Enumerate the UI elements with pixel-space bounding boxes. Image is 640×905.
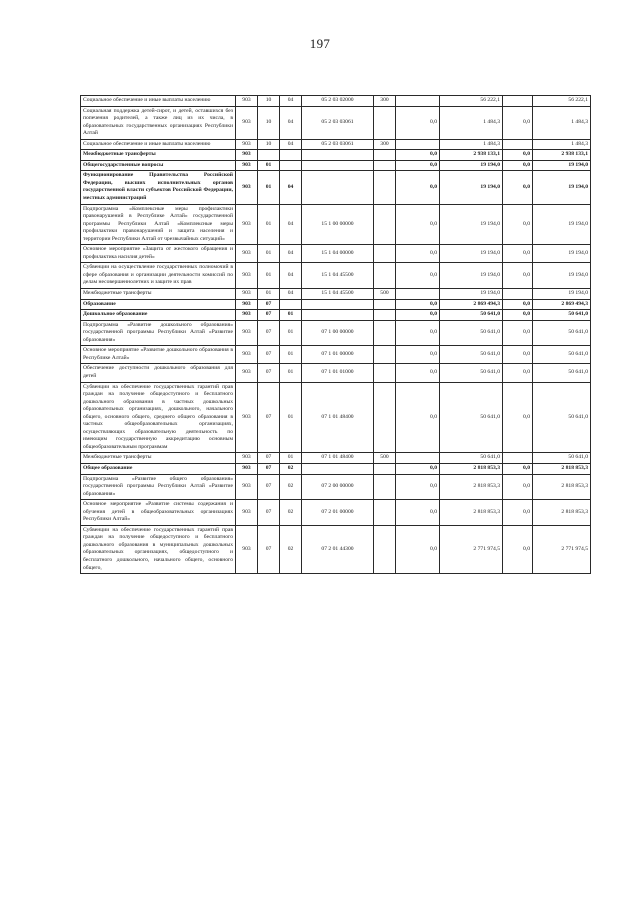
cell-amount-1: 0,0 bbox=[396, 150, 440, 161]
cell-admin-code: 903 bbox=[236, 299, 258, 310]
cell-amount-4: 19 194,0 bbox=[533, 160, 591, 171]
cell-subsection-code: 01 bbox=[280, 453, 302, 464]
cell-subsection-code: 01 bbox=[280, 320, 302, 346]
cell-amount-1: 0,0 bbox=[396, 204, 440, 245]
table-row bbox=[81, 106, 591, 139]
cell-amount-4: 1 484,3 bbox=[533, 139, 591, 150]
cell-amount-4: 2 818 853,3 bbox=[533, 500, 591, 526]
cell-section-code: 07 bbox=[258, 463, 280, 474]
cell-expense-type bbox=[374, 364, 396, 382]
cell-expense-type bbox=[374, 320, 396, 346]
cell-amount-3: 0,0 bbox=[503, 525, 533, 573]
cell-section-code: 07 bbox=[258, 382, 280, 453]
cell-subsection-code: 04 bbox=[280, 106, 302, 139]
cell-subsection-code: 01 bbox=[280, 364, 302, 382]
cell-name: Дошкольное образование bbox=[81, 310, 236, 321]
cell-amount-2: 19 194,0 bbox=[440, 171, 503, 204]
cell-amount-3 bbox=[503, 289, 533, 300]
cell-amount-3: 0,0 bbox=[503, 346, 533, 364]
cell-amount-4: 2 869 494,3 bbox=[533, 299, 591, 310]
cell-subsection-code: 04 bbox=[280, 171, 302, 204]
cell-name: Субвенции на осуществление государственных полномочий в сфере образования и организации деятельности комиссий по делам несовершеннолетних и защите их прав bbox=[81, 263, 236, 289]
cell-amount-3: 0,0 bbox=[503, 150, 533, 161]
cell-expense-type bbox=[374, 150, 396, 161]
cell-section-code: 07 bbox=[258, 500, 280, 526]
cell-admin-code: 903 bbox=[236, 474, 258, 500]
cell-expense-type: 500 bbox=[374, 453, 396, 464]
cell-amount-1 bbox=[396, 453, 440, 464]
cell-amount-4: 1 484,3 bbox=[533, 106, 591, 139]
cell-target-article bbox=[302, 171, 374, 204]
cell-name: Образование bbox=[81, 299, 236, 310]
cell-name: Межбюджетные трансферты bbox=[81, 453, 236, 464]
cell-target-article: 07 1 01 48400 bbox=[302, 382, 374, 453]
cell-name: Субвенции на обеспечение государственных гарантий прав граждан на получение общедоступного и бесплатного дошкольного образования в муниципальных дошкольных образовательных организациях, общедоступного и бесплатного дошкольного, начального общего, основного общего, bbox=[81, 525, 236, 573]
cell-amount-2: 2 818 853,3 bbox=[440, 500, 503, 526]
cell-amount-3: 0,0 bbox=[503, 245, 533, 263]
cell-amount-2: 1 484,3 bbox=[440, 139, 503, 150]
cell-admin-code: 903 bbox=[236, 171, 258, 204]
cell-amount-3: 0,0 bbox=[503, 204, 533, 245]
cell-target-article bbox=[302, 463, 374, 474]
cell-subsection-code: 02 bbox=[280, 500, 302, 526]
cell-section-code: 07 bbox=[258, 364, 280, 382]
cell-subsection-code: 04 bbox=[280, 289, 302, 300]
cell-admin-code: 903 bbox=[236, 96, 258, 107]
cell-section-code bbox=[258, 150, 280, 161]
cell-name: Межбюджетные трансферты bbox=[81, 150, 236, 161]
cell-expense-type bbox=[374, 171, 396, 204]
cell-section-code: 01 bbox=[258, 171, 280, 204]
cell-name: Общее образование bbox=[81, 463, 236, 474]
cell-amount-3: 0,0 bbox=[503, 160, 533, 171]
cell-admin-code: 903 bbox=[236, 160, 258, 171]
table-row bbox=[81, 96, 591, 107]
cell-section-code: 01 bbox=[258, 289, 280, 300]
table-row bbox=[81, 299, 591, 310]
cell-amount-2: 19 194,0 bbox=[440, 245, 503, 263]
cell-amount-3 bbox=[503, 96, 533, 107]
cell-amount-1 bbox=[396, 139, 440, 150]
cell-subsection-code: 04 bbox=[280, 204, 302, 245]
cell-expense-type bbox=[374, 463, 396, 474]
cell-amount-2: 2 771 974,5 bbox=[440, 525, 503, 573]
cell-target-article: 15 1 04 45500 bbox=[302, 289, 374, 300]
cell-subsection-code: 04 bbox=[280, 139, 302, 150]
cell-amount-1: 0,0 bbox=[396, 160, 440, 171]
cell-name: Подпрограмма «Развитие дошкольного образования» государственной программы Республики Алтай «Развитие образования» bbox=[81, 320, 236, 346]
cell-amount-3: 0,0 bbox=[503, 299, 533, 310]
cell-admin-code: 903 bbox=[236, 525, 258, 573]
cell-amount-1 bbox=[396, 96, 440, 107]
cell-subsection-code: 02 bbox=[280, 474, 302, 500]
cell-amount-2: 2 818 853,3 bbox=[440, 463, 503, 474]
cell-amount-1: 0,0 bbox=[396, 463, 440, 474]
cell-name: Функционирование Правительства Российской Федерации, высших исполнительных органов государственной власти субъектов Российской Федерации, местных администраций bbox=[81, 171, 236, 204]
table-row bbox=[81, 525, 591, 573]
cell-amount-1: 0,0 bbox=[396, 346, 440, 364]
cell-amount-1: 0,0 bbox=[396, 171, 440, 204]
cell-amount-2: 50 641,0 bbox=[440, 320, 503, 346]
cell-expense-type bbox=[374, 382, 396, 453]
cell-admin-code: 903 bbox=[236, 106, 258, 139]
cell-amount-2: 1 484,3 bbox=[440, 106, 503, 139]
cell-amount-2: 56 222,1 bbox=[440, 96, 503, 107]
cell-name: Основное мероприятие «Развитие дошкольного образования в Республике Алтай» bbox=[81, 346, 236, 364]
cell-name: Основное мероприятие «Защита от жестокого обращения и профилактика насилия детей» bbox=[81, 245, 236, 263]
cell-admin-code: 903 bbox=[236, 500, 258, 526]
cell-target-article: 07 1 00 00000 bbox=[302, 320, 374, 346]
cell-name: Социальное обеспечение и иные выплаты населению bbox=[81, 139, 236, 150]
cell-target-article: 07 1 01 48400 bbox=[302, 453, 374, 464]
cell-amount-4: 2 818 853,3 bbox=[533, 463, 591, 474]
cell-section-code: 10 bbox=[258, 96, 280, 107]
cell-target-article: 07 2 01 44300 bbox=[302, 525, 374, 573]
cell-target-article bbox=[302, 310, 374, 321]
table-row bbox=[81, 500, 591, 526]
cell-amount-2: 2 818 853,3 bbox=[440, 474, 503, 500]
table-row bbox=[81, 474, 591, 500]
table-row bbox=[81, 289, 591, 300]
table-row bbox=[81, 346, 591, 364]
cell-section-code: 10 bbox=[258, 106, 280, 139]
cell-amount-4: 19 194,0 bbox=[533, 263, 591, 289]
cell-amount-4: 50 641,0 bbox=[533, 310, 591, 321]
cell-amount-2: 50 641,0 bbox=[440, 453, 503, 464]
cell-admin-code: 903 bbox=[236, 453, 258, 464]
cell-expense-type: 300 bbox=[374, 139, 396, 150]
cell-admin-code: 903 bbox=[236, 245, 258, 263]
cell-amount-2: 2 869 494,3 bbox=[440, 299, 503, 310]
cell-amount-1: 0,0 bbox=[396, 263, 440, 289]
cell-subsection-code: 04 bbox=[280, 96, 302, 107]
cell-admin-code: 903 bbox=[236, 204, 258, 245]
cell-amount-1 bbox=[396, 289, 440, 300]
cell-section-code: 07 bbox=[258, 346, 280, 364]
cell-admin-code: 903 bbox=[236, 382, 258, 453]
cell-target-article bbox=[302, 299, 374, 310]
table-row bbox=[81, 453, 591, 464]
cell-target-article: 05 2 03 03061 bbox=[302, 106, 374, 139]
cell-subsection-code: 01 bbox=[280, 346, 302, 364]
cell-section-code: 01 bbox=[258, 204, 280, 245]
cell-amount-2: 50 641,0 bbox=[440, 310, 503, 321]
cell-target-article bbox=[302, 160, 374, 171]
table-row bbox=[81, 463, 591, 474]
cell-name: Основное мероприятие «Развитие системы содержания и обучения детей в общеобразовательных организациях Республики Алтай» bbox=[81, 500, 236, 526]
cell-section-code: 07 bbox=[258, 310, 280, 321]
cell-target-article: 07 1 01 01000 bbox=[302, 364, 374, 382]
cell-section-code: 01 bbox=[258, 245, 280, 263]
cell-admin-code: 903 bbox=[236, 263, 258, 289]
cell-name: Подпрограмма «Комплексные меры профилактики правонарушений в Республике Алтай» государственной программы Республики Алтай «Комплексные меры профилактики правонарушений и защита населения и территории Республики Алтай от чрезвычайных ситуаций» bbox=[81, 204, 236, 245]
table-body bbox=[81, 96, 591, 574]
cell-name: Межбюджетные трансферты bbox=[81, 289, 236, 300]
cell-section-code: 07 bbox=[258, 453, 280, 464]
cell-expense-type bbox=[374, 106, 396, 139]
table-row bbox=[81, 245, 591, 263]
cell-expense-type bbox=[374, 500, 396, 526]
cell-amount-4: 50 641,0 bbox=[533, 382, 591, 453]
cell-amount-2: 19 194,0 bbox=[440, 263, 503, 289]
cell-subsection-code bbox=[280, 160, 302, 171]
cell-subsection-code bbox=[280, 150, 302, 161]
table-row bbox=[81, 204, 591, 245]
table-row bbox=[81, 150, 591, 161]
cell-name: Подпрограмма «Развитие общего образования» государственной программы Республики Алтай «Развитие образования» bbox=[81, 474, 236, 500]
table-row bbox=[81, 160, 591, 171]
cell-amount-1: 0,0 bbox=[396, 299, 440, 310]
cell-amount-4: 19 194,0 bbox=[533, 245, 591, 263]
cell-expense-type: 500 bbox=[374, 289, 396, 300]
cell-target-article: 15 1 04 00000 bbox=[302, 245, 374, 263]
cell-admin-code: 903 bbox=[236, 139, 258, 150]
cell-admin-code: 903 bbox=[236, 289, 258, 300]
cell-amount-3: 0,0 bbox=[503, 474, 533, 500]
cell-expense-type: 300 bbox=[374, 96, 396, 107]
cell-amount-3: 0,0 bbox=[503, 263, 533, 289]
table-row bbox=[81, 263, 591, 289]
cell-amount-1: 0,0 bbox=[396, 364, 440, 382]
cell-amount-1: 0,0 bbox=[396, 382, 440, 453]
cell-expense-type bbox=[374, 263, 396, 289]
table-row bbox=[81, 310, 591, 321]
cell-amount-1: 0,0 bbox=[396, 310, 440, 321]
cell-amount-1: 0,0 bbox=[396, 500, 440, 526]
cell-target-article: 07 2 01 00000 bbox=[302, 500, 374, 526]
cell-amount-4: 56 222,1 bbox=[533, 96, 591, 107]
cell-amount-3: 0,0 bbox=[503, 382, 533, 453]
cell-admin-code: 903 bbox=[236, 364, 258, 382]
page-number: 197 bbox=[309, 36, 331, 51]
cell-amount-3 bbox=[503, 139, 533, 150]
cell-amount-4: 19 194,0 bbox=[533, 171, 591, 204]
cell-expense-type bbox=[374, 160, 396, 171]
cell-section-code: 01 bbox=[258, 160, 280, 171]
cell-target-article: 05 2 03 03061 bbox=[302, 139, 374, 150]
cell-section-code: 07 bbox=[258, 299, 280, 310]
cell-amount-4: 19 194,0 bbox=[533, 204, 591, 245]
cell-amount-3: 0,0 bbox=[503, 310, 533, 321]
cell-amount-2: 19 194,0 bbox=[440, 160, 503, 171]
table-row bbox=[81, 382, 591, 453]
cell-expense-type bbox=[374, 525, 396, 573]
cell-admin-code: 903 bbox=[236, 346, 258, 364]
cell-expense-type bbox=[374, 299, 396, 310]
cell-amount-4: 2 818 853,3 bbox=[533, 474, 591, 500]
cell-expense-type bbox=[374, 346, 396, 364]
cell-amount-4: 2 938 133,1 bbox=[533, 150, 591, 161]
cell-target-article: 07 1 01 00000 bbox=[302, 346, 374, 364]
cell-name: Социальная поддержка детей-сирот, и детей, оставшихся без попечения родителей, а также лиц из их числа, в образовательных государственных организациях Республики Алтай bbox=[81, 106, 236, 139]
cell-amount-1: 0,0 bbox=[396, 320, 440, 346]
cell-amount-2: 19 194,0 bbox=[440, 204, 503, 245]
cell-expense-type bbox=[374, 310, 396, 321]
cell-amount-3: 0,0 bbox=[503, 364, 533, 382]
cell-target-article: 05 2 03 02000 bbox=[302, 96, 374, 107]
table-row bbox=[81, 139, 591, 150]
cell-amount-1: 0,0 bbox=[396, 106, 440, 139]
cell-amount-4: 50 641,0 bbox=[533, 346, 591, 364]
cell-amount-2: 50 641,0 bbox=[440, 364, 503, 382]
cell-target-article: 07 2 00 00000 bbox=[302, 474, 374, 500]
cell-amount-2: 50 641,0 bbox=[440, 382, 503, 453]
cell-subsection-code: 04 bbox=[280, 245, 302, 263]
cell-name: Общегосударственные вопросы bbox=[81, 160, 236, 171]
cell-admin-code: 903 bbox=[236, 150, 258, 161]
cell-amount-2: 2 938 133,1 bbox=[440, 150, 503, 161]
table-row bbox=[81, 171, 591, 204]
cell-section-code: 07 bbox=[258, 525, 280, 573]
cell-admin-code: 903 bbox=[236, 310, 258, 321]
budget-table bbox=[80, 95, 591, 574]
cell-subsection-code: 02 bbox=[280, 463, 302, 474]
cell-subsection-code: 01 bbox=[280, 382, 302, 453]
cell-section-code: 10 bbox=[258, 139, 280, 150]
cell-amount-4: 19 194,0 bbox=[533, 289, 591, 300]
cell-amount-3: 0,0 bbox=[503, 463, 533, 474]
cell-subsection-code: 04 bbox=[280, 263, 302, 289]
cell-amount-3: 0,0 bbox=[503, 500, 533, 526]
cell-admin-code: 903 bbox=[236, 463, 258, 474]
cell-amount-1: 0,0 bbox=[396, 525, 440, 573]
cell-expense-type bbox=[374, 474, 396, 500]
cell-amount-3: 0,0 bbox=[503, 171, 533, 204]
table-row bbox=[81, 320, 591, 346]
cell-amount-3: 0,0 bbox=[503, 106, 533, 139]
cell-section-code: 01 bbox=[258, 263, 280, 289]
cell-amount-2: 50 641,0 bbox=[440, 346, 503, 364]
cell-name: Социальное обеспечение и иные выплаты населению bbox=[81, 96, 236, 107]
cell-amount-4: 50 641,0 bbox=[533, 364, 591, 382]
cell-amount-1: 0,0 bbox=[396, 245, 440, 263]
table-row bbox=[81, 364, 591, 382]
cell-target-article: 15 1 04 45500 bbox=[302, 263, 374, 289]
cell-name: Обеспечение доступности дошкольного образования для детей bbox=[81, 364, 236, 382]
cell-subsection-code: 02 bbox=[280, 525, 302, 573]
cell-target-article: 15 1 00 00000 bbox=[302, 204, 374, 245]
cell-expense-type bbox=[374, 245, 396, 263]
cell-section-code: 07 bbox=[258, 320, 280, 346]
cell-amount-1: 0,0 bbox=[396, 474, 440, 500]
cell-amount-3 bbox=[503, 453, 533, 464]
cell-target-article bbox=[302, 150, 374, 161]
cell-expense-type bbox=[374, 204, 396, 245]
cell-subsection-code: 01 bbox=[280, 310, 302, 321]
cell-amount-3: 0,0 bbox=[503, 320, 533, 346]
cell-amount-4: 50 641,0 bbox=[533, 453, 591, 464]
cell-amount-4: 50 641,0 bbox=[533, 320, 591, 346]
cell-section-code: 07 bbox=[258, 474, 280, 500]
cell-name: Субвенции на обеспечение государственных гарантий прав граждан на получение общедоступного и бесплатного дошкольного образования в частных дошкольных образовательных организациях, дошкольного, начального общего, основного общего, среднего общего образования в частных общеобразовательных организациях, осуществляющих образовательную деятельность по имеющим государственную аккредитацию основным общеобразовательным программам bbox=[81, 382, 236, 453]
cell-amount-2: 19 194,0 bbox=[440, 289, 503, 300]
cell-subsection-code bbox=[280, 299, 302, 310]
cell-admin-code: 903 bbox=[236, 320, 258, 346]
cell-amount-4: 2 771 974,5 bbox=[533, 525, 591, 573]
